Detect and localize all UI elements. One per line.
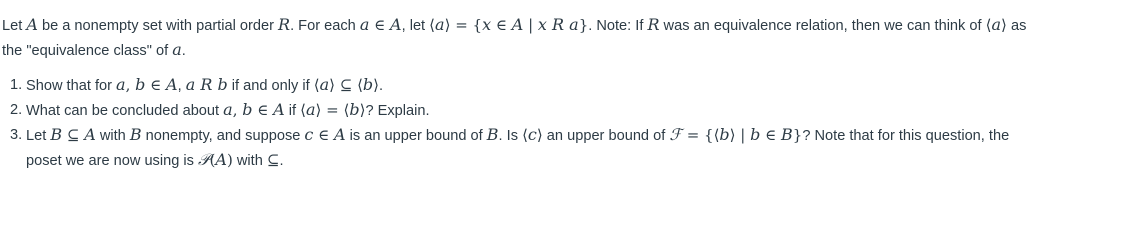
- text-segment: an upper bound of: [542, 128, 670, 144]
- math-segment: ,: [232, 101, 243, 119]
- text-segment: .: [279, 153, 284, 169]
- math-segment: ⊆: [266, 151, 280, 169]
- text-segment: the "equivalence class" of: [2, 43, 173, 59]
- math-segment: R: [647, 15, 660, 34]
- text-segment: with: [95, 128, 130, 144]
- math-segment: b: [135, 75, 146, 94]
- math-segment: b: [750, 125, 761, 144]
- math-segment: ∈: [145, 76, 167, 94]
- math-segment: A: [26, 15, 38, 34]
- math-segment: ⟩ = {: [444, 16, 483, 34]
- math-segment: B: [50, 125, 63, 144]
- math-segment: x R a: [537, 15, 579, 34]
- math-segment: B: [129, 125, 142, 144]
- math-segment: a: [172, 40, 182, 59]
- math-segment: A: [273, 100, 285, 119]
- math-segment: ⟩ |: [729, 126, 751, 144]
- math-segment: a: [305, 100, 316, 119]
- math-segment: ∈: [313, 126, 335, 144]
- math-segment: A: [390, 15, 402, 34]
- math-segment: b: [349, 100, 360, 119]
- text-segment: was an equivalence relation, then we can think of: [659, 18, 986, 34]
- math-segment: b: [719, 125, 730, 144]
- math-segment: ,: [125, 76, 136, 94]
- math-segment: ⟨: [300, 101, 306, 119]
- math-segment: a: [991, 15, 1002, 34]
- math-segment: }: [578, 16, 589, 34]
- math-segment: ⟨: [522, 126, 528, 144]
- intro-line-1: [2, 13, 1127, 38]
- question-list: [10, 73, 1125, 173]
- math-segment: A: [215, 150, 227, 169]
- math-segment: R: [278, 15, 291, 34]
- math-segment: x: [482, 15, 492, 34]
- math-segment: B: [486, 125, 499, 144]
- text-segment: . Note: If: [588, 18, 648, 34]
- math-segment: b: [362, 75, 374, 94]
- math-segment: ℱ: [669, 125, 682, 144]
- math-segment: a: [116, 75, 126, 94]
- math-segment: a: [359, 15, 370, 34]
- math-segment: ⟩ ⊆ ⟨: [329, 76, 363, 94]
- question-item: [10, 98, 1125, 123]
- question-number: 1.: [10, 77, 23, 93]
- text-segment: Let: [2, 18, 27, 34]
- text-segment: if and only if: [227, 78, 314, 94]
- text-segment: ? Note that for this question, the: [802, 128, 1010, 144]
- text-segment: Show that for: [26, 78, 117, 94]
- math-segment: c: [304, 125, 314, 144]
- math-segment: b: [242, 100, 253, 119]
- text-segment: ,: [177, 78, 186, 94]
- question-line-continuation: [26, 148, 1125, 173]
- math-segment: ⟩: [536, 126, 543, 144]
- text-segment: .: [181, 43, 186, 59]
- question-number: 3.: [10, 127, 23, 143]
- math-segment: |: [523, 16, 538, 34]
- text-segment: ? Explain.: [365, 103, 430, 119]
- math-segment: A: [166, 75, 178, 94]
- math-segment: ∈: [760, 126, 782, 144]
- intro-line-2: [2, 38, 1127, 63]
- math-segment: c: [527, 125, 537, 144]
- question-line: [26, 123, 1125, 148]
- text-segment: , let: [401, 18, 430, 34]
- text-segment: . For each: [290, 18, 360, 34]
- text-segment: nonempty, and suppose: [141, 128, 305, 144]
- text-segment: poset we are now using is: [26, 153, 198, 169]
- text-segment: . Is: [498, 128, 523, 144]
- text-segment: What can be concluded about: [26, 103, 224, 119]
- math-segment: ⟩: [373, 76, 380, 94]
- math-segment: a R b: [185, 75, 228, 94]
- math-segment: ⟨: [429, 16, 436, 34]
- math-segment: = {⟨: [681, 126, 720, 144]
- math-segment: }: [792, 126, 803, 144]
- math-segment: A: [511, 15, 524, 34]
- math-segment: a: [319, 75, 330, 94]
- math-segment: (: [209, 151, 216, 169]
- math-segment: ⟨: [313, 76, 320, 94]
- question-item: [10, 123, 1125, 173]
- math-segment: ⊆: [62, 126, 85, 144]
- question-line: [26, 98, 1125, 123]
- text-segment: with: [232, 153, 267, 169]
- text-segment: .: [379, 78, 384, 94]
- text-segment: be a nonempty set with partial order: [37, 18, 279, 34]
- text-segment: Let: [26, 128, 51, 144]
- math-segment: B: [781, 125, 793, 144]
- math-segment: ⟩: [1001, 16, 1007, 34]
- math-segment: ⟩: [359, 101, 366, 119]
- text-segment: as: [1006, 18, 1027, 34]
- question-item: [10, 73, 1125, 98]
- math-segment: a: [435, 15, 445, 34]
- math-segment: ∈: [491, 16, 512, 34]
- text-segment: is an upper bound of: [345, 128, 487, 144]
- question-line: [26, 73, 1125, 98]
- math-segment: A: [334, 125, 346, 144]
- question-number: 2.: [10, 102, 23, 118]
- intro-paragraph: [2, 13, 1127, 63]
- math-segment: 𝒫: [197, 150, 210, 169]
- math-segment: ∈: [369, 16, 391, 34]
- text-segment: if: [284, 103, 301, 119]
- math-segment: ⟨: [985, 16, 992, 34]
- math-segment: ⟩ = ⟨: [315, 101, 350, 119]
- math-segment: ∈: [252, 101, 274, 119]
- math-segment: A: [84, 125, 96, 144]
- math-segment: a: [223, 100, 233, 119]
- math-segment: ): [226, 151, 233, 169]
